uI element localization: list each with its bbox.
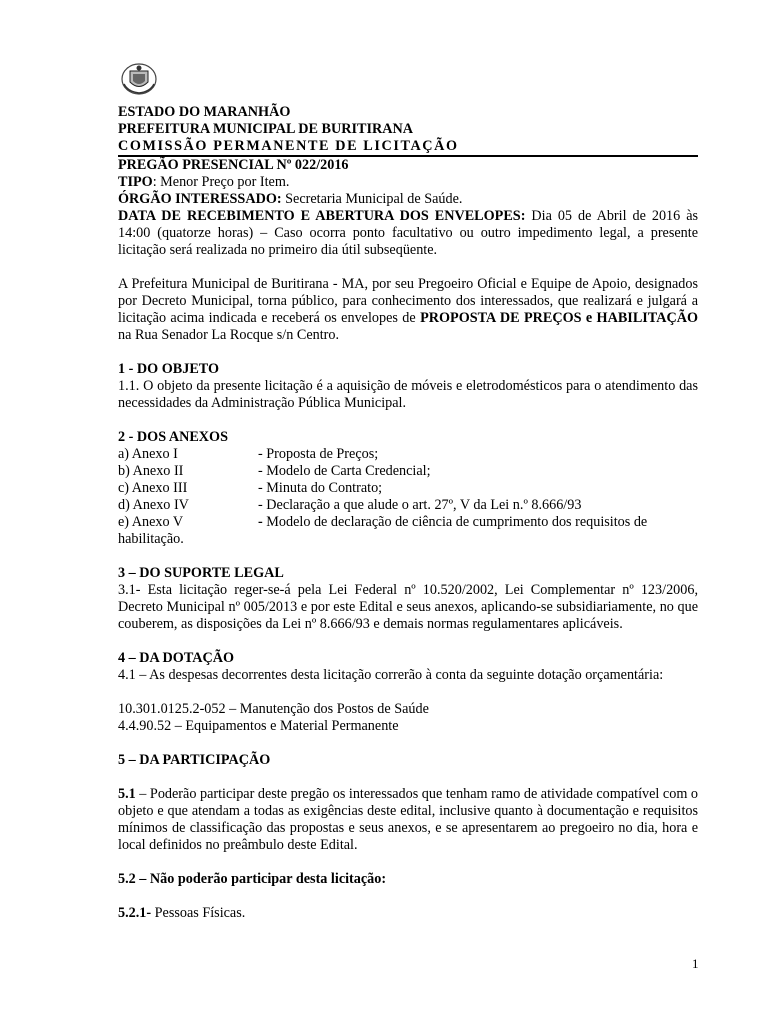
annex-row bbox=[118, 480, 698, 497]
pregao-number: PREGÃO PRESENCIAL Nº 022/2016 bbox=[118, 157, 349, 173]
coat-of-arms-emblem bbox=[120, 62, 158, 96]
section-1-text: 1.1. O objeto da presente licitação é a aquisição de móveis e eletrodomésticos para o atendimento das necessidades da Administração Pública Municipal. bbox=[118, 378, 698, 411]
intro-bold: PROPOSTA DE PREÇOS e HABILITAÇÃO bbox=[420, 310, 698, 326]
data-label: DATA DE RECEBIMENTO E ABERTURA DOS ENVELOPES: bbox=[118, 208, 526, 224]
annex-row bbox=[118, 446, 698, 463]
annex-row bbox=[118, 463, 698, 480]
data-value: Dia 05 de Abril de 2016 às 14:00 (quatorze horas) – Caso ocorra ponto facultativo ou outro impedimento legal, a presente licitação será realizada no primeiro dia útil subseqüente. bbox=[118, 208, 699, 258]
annex-value: - Declaração a que alude o art. 27º, V da Lei n.º 8.666/93 bbox=[258, 497, 582, 513]
annex-key: d) Anexo IV bbox=[118, 497, 189, 513]
section-3-text: 3.1- Esta licitação reger-se-á pela Lei Federal nº 10.520/2002, Lei Complementar nº 123/2006, Decreto Municipal nº 005/2013 e por este Edital e seus anexos, aplicando-se subsidiariamente, no que couberem, as disposições da Lei nº 8.666/93 e demais normas regulamentares aplicáveis. bbox=[118, 582, 698, 632]
state-heading: ESTADO DO MARANHÃO bbox=[118, 104, 291, 120]
municipality-heading: PREFEITURA MUNICIPAL DE BURITIRANA bbox=[118, 121, 413, 137]
intro-paragraph bbox=[118, 276, 698, 344]
page-number: 1 bbox=[692, 956, 699, 971]
section-1-title: 1 - DO OBJETO bbox=[118, 361, 220, 377]
section-5-1-text: – Poderão participar deste pregão os interessados que tenham ramo de atividade compatível com o objeto e que atendam a todas as exigências deste edital, inclusive quanto à documentação e requisitos mínimos de classificação das propostas e seus anexos, e se apresentarem ao pregoeiro no dia, hora e local definidos no preâmbulo deste Edital. bbox=[118, 786, 698, 853]
budget-line-2: 4.4.90.52 – Equipamentos e Material Permanente bbox=[118, 718, 399, 734]
tipo-label: TIPO bbox=[118, 174, 153, 190]
commission-heading: COMISSÃO PERMANENTE DE LICITAÇÃO bbox=[118, 138, 698, 157]
intro-text-2: na Rua Senador La Rocque s/n Centro. bbox=[118, 327, 340, 343]
annex-value bbox=[258, 514, 698, 531]
section-3-title: 3 – DO SUPORTE LEGAL bbox=[118, 565, 284, 581]
intro-text-1: A Prefeitura Municipal de Buritirana - MA, por seu Pregoeiro Oficial e Equipe de Apoio, designados por Decreto Municipal, torna público, para conhecimento dos interessados, que realizará e julgará a licitação acima indicada e receberá os envelopes de bbox=[118, 276, 698, 326]
annex-row bbox=[118, 497, 698, 514]
annex-key: b) Anexo II bbox=[118, 463, 184, 479]
annex-key: a) Anexo I bbox=[118, 446, 178, 462]
section-5-2-1-text: Pessoas Físicas. bbox=[151, 905, 246, 921]
tipo-value: : Menor Preço por Item. bbox=[152, 174, 290, 190]
section-5-2-title: 5.2 – Não poderão participar desta licitação: bbox=[118, 871, 387, 887]
orgao-label: ÓRGÃO INTERESSADO: bbox=[118, 191, 282, 207]
annex-value: - Proposta de Preços; bbox=[258, 446, 379, 462]
budget-line-1: 10.301.0125.2-052 – Manutenção dos Postos de Saúde bbox=[118, 701, 429, 717]
annex-row bbox=[118, 514, 698, 531]
section-5-2-1-paragraph bbox=[118, 905, 698, 922]
annex-dash: - bbox=[258, 514, 263, 530]
annex-key: c) Anexo III bbox=[118, 480, 188, 496]
document-page bbox=[118, 62, 698, 922]
annex-value: - Minuta do Contrato; bbox=[258, 480, 383, 496]
annex-key: e) Anexo V bbox=[118, 514, 184, 530]
data-paragraph bbox=[118, 208, 698, 259]
section-2-title: 2 - DOS ANEXOS bbox=[118, 429, 228, 445]
orgao-value: Secretaria Municipal de Saúde. bbox=[281, 191, 463, 207]
section-4-title: 4 – DA DOTAÇÃO bbox=[118, 650, 234, 666]
tipo-line bbox=[118, 174, 698, 191]
section-5-1-paragraph bbox=[118, 786, 698, 854]
annex-5-value: Modelo de declaração de ciência de cumprimento dos requisitos de bbox=[262, 514, 648, 530]
section-5-title: 5 – DA PARTICIPAÇÃO bbox=[118, 752, 271, 768]
orgao-line bbox=[118, 191, 698, 208]
section-5-2-1-label: 5.2.1- bbox=[118, 905, 152, 921]
annex-5-continuation: habilitação. bbox=[118, 531, 184, 547]
annex-value: - Modelo de Carta Credencial; bbox=[258, 463, 431, 479]
section-4-text: 4.1 – As despesas decorrentes desta licitação correrão à conta da seguinte dotação orçamentária: bbox=[118, 667, 664, 683]
section-5-1-label: 5.1 bbox=[118, 786, 136, 802]
